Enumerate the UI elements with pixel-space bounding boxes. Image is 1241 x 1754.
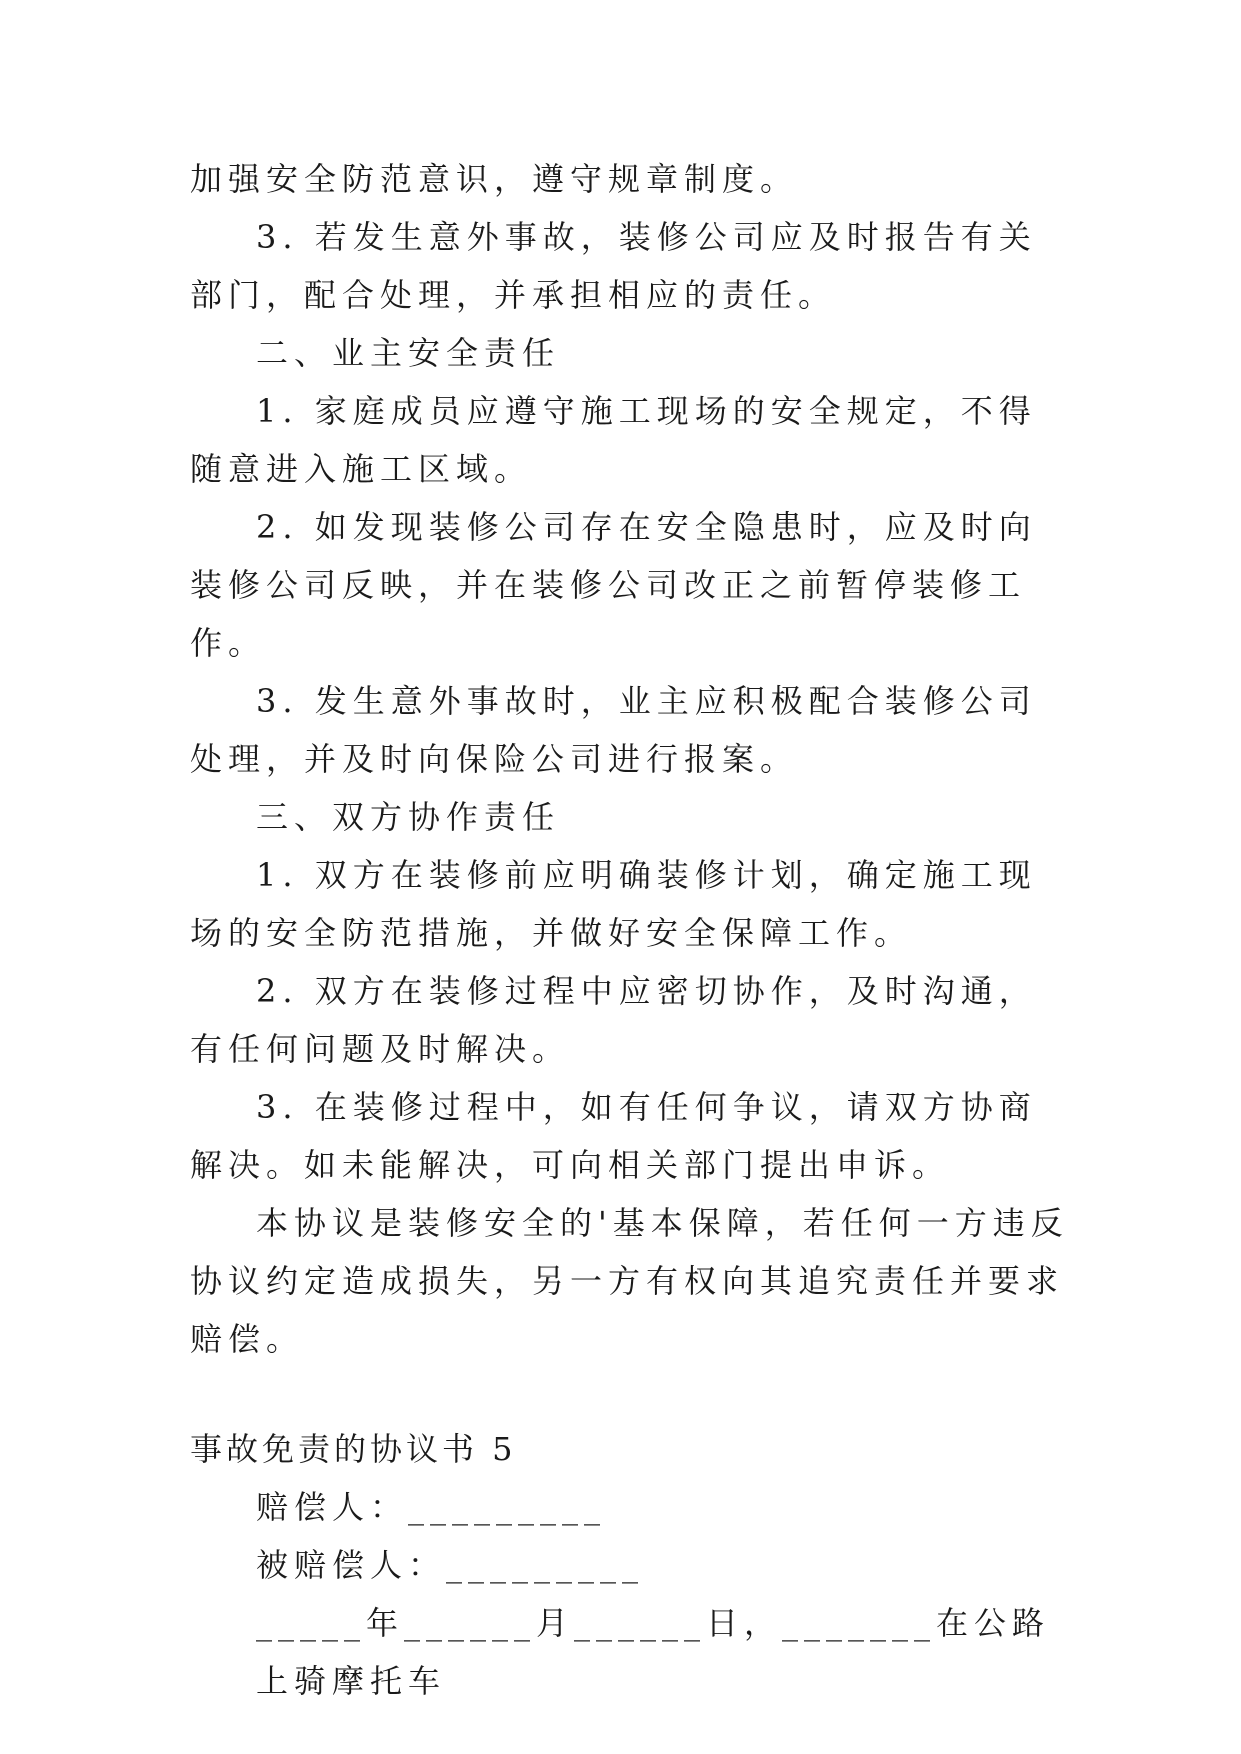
paragraph-4: 2. 如发现装修公司存在安全隐患时，应及时向装修公司反映，并在装修公司改正之前暂停装修工作。 (190, 508, 1037, 662)
compensatee-field: 被赔偿人：_________ (256, 1546, 645, 1584)
paragraph-6: 1. 双方在装修前应明确装修计划，确定施工现场的安全防范措施，并做好安全保障工作。 (190, 856, 1037, 952)
compensator-field: 赔偿人：_________ (256, 1488, 607, 1526)
paragraph-8: 3. 在装修过程中，如有任何争议，请双方协商解决。如未能解决，可向相关部门提出申诉。 (190, 1088, 1037, 1184)
section-title: 事故免责的协议书 5 (190, 1430, 517, 1468)
section-heading-owner: 二、业主安全责任 (256, 334, 561, 372)
paragraph-2: 3. 若发生意外事故，装修公司应及时报告有关部门，配合处理，并承担相应的责任。 (190, 218, 1037, 314)
paragraph-3: 1. 家庭成员应遵守施工现场的安全规定，不得随意进入施工区域。 (190, 392, 1037, 488)
paragraph-5: 3. 发生意外事故时，业主应积极配合装修公司处理，并及时向保险公司进行报案。 (190, 682, 1037, 778)
paragraph-7: 2. 双方在装修过程中应密切协作，及时沟通，有任何问题及时解决。 (190, 972, 1037, 1068)
section-heading-cooperation: 三、双方协作责任 (256, 798, 561, 836)
document-page (190, 150, 1070, 1710)
paragraph-1: 加强安全防范意识，遵守规章制度。 (190, 160, 799, 198)
paragraph-9: 本协议是装修安全的'基本保障，若任何一方违反协议约定造成损失，另一方有权向其追究责任并要求赔偿。 (190, 1204, 1069, 1358)
date-line: _____年______月______日，_______在公路上骑摩托车 (256, 1604, 1051, 1700)
